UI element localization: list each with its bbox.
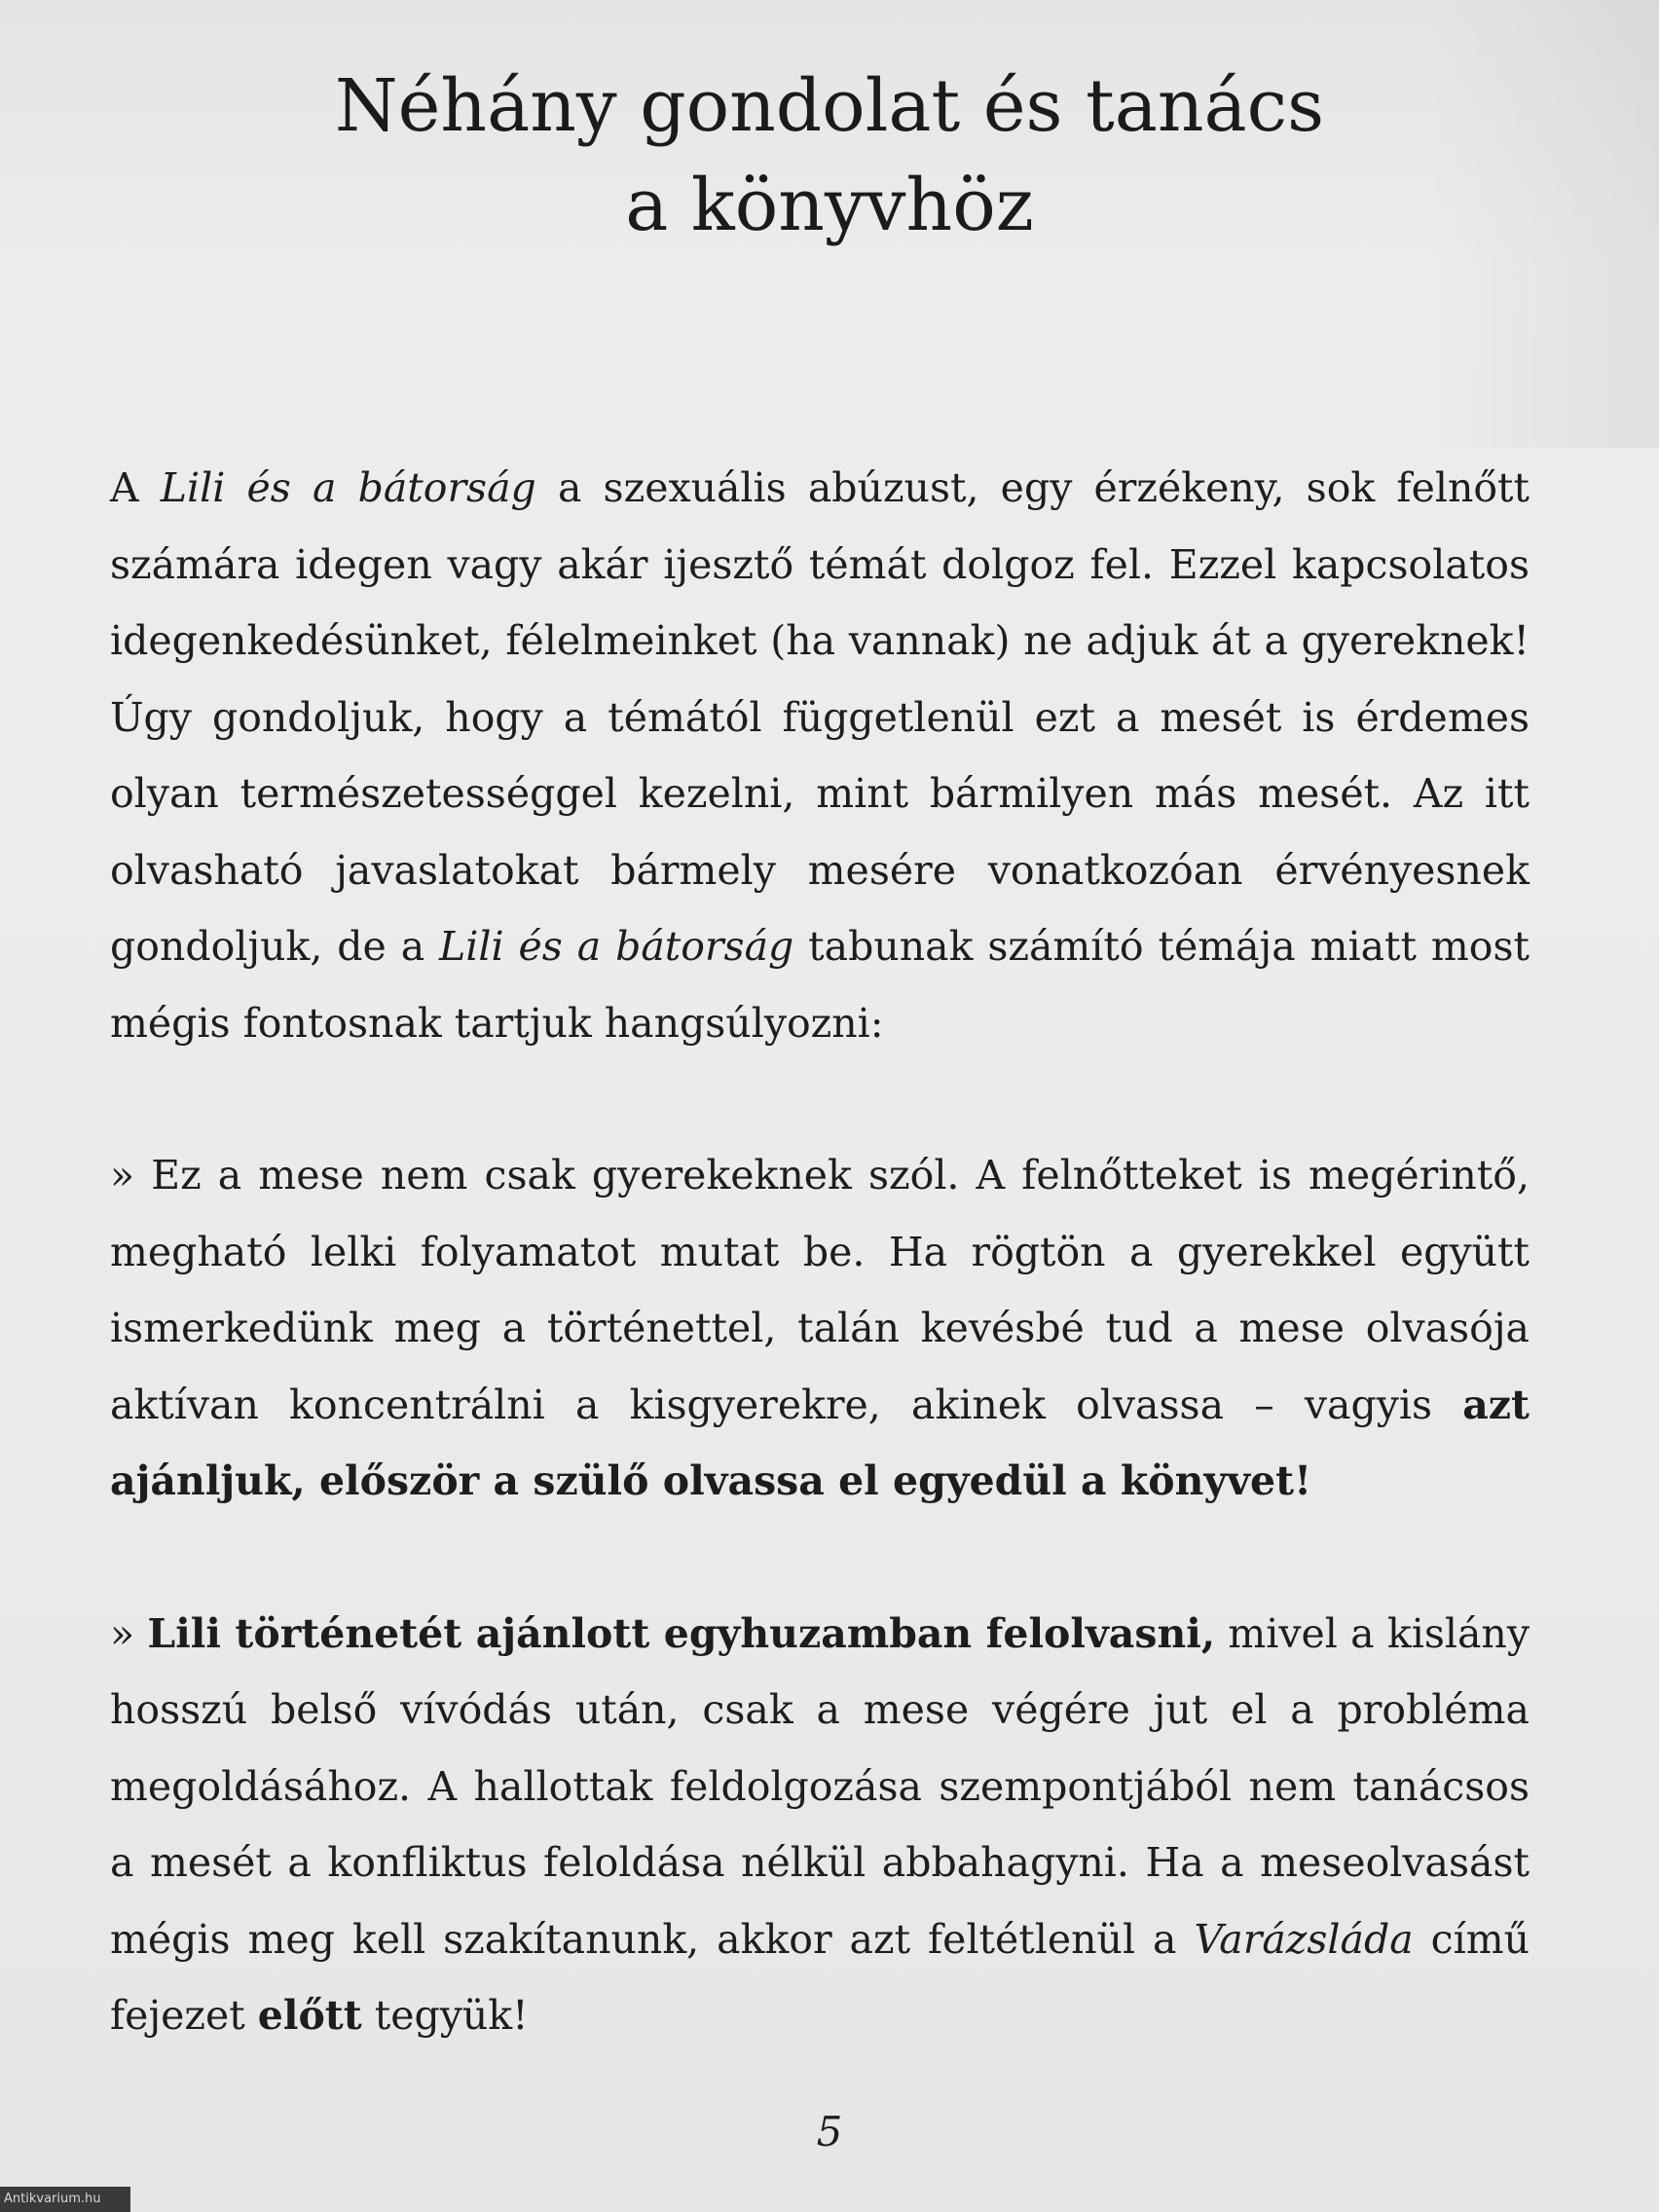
- page-number: 5: [816, 2108, 843, 2156]
- text-run: tegyük!: [361, 1992, 529, 2039]
- bold-emphasis: előtt: [257, 1992, 362, 2039]
- text-run: című fejezet: [110, 1915, 1530, 2039]
- watermark: Antikvarium.hu: [0, 2187, 130, 2212]
- text-run: tabunak számító témája miatt most mégis fontosnak tartjuk hangsúlyozni:: [110, 923, 1530, 1047]
- body-text: [110, 450, 1530, 2054]
- bold-recommendation: Lili történetét ajánlott egyhuzamban felolvasni,: [147, 1609, 1216, 1657]
- paragraph-advice-1: [110, 1137, 1530, 1520]
- bold-recommendation: azt ajánljuk, először a szülő olvassa el egyedül a könyvet!: [110, 1381, 1530, 1504]
- text-run: A: [110, 464, 161, 511]
- text-run: »: [110, 1609, 148, 1657]
- paragraph-advice-2: [110, 1596, 1530, 2054]
- text-run: a szexuális abúzust, egy érzékeny, sok felnőtt számára idegen vagy akár ijesztő témát dolgoz fel. Ezzel kapcsolatos idegenkedésünket, félelmeinket (ha vannak) ne adjuk át a gyereknek! Úgy gondoljuk, hogy a témától függetlenül ezt a mesét is érdemes olyan természetességgel kezelni, mint bármilyen más mesét. Az itt olvasható javaslatokat bármely mesére vonatkozóan érvényesnek gondoljuk, de a: [110, 464, 1530, 970]
- paragraph-intro: [110, 450, 1530, 1061]
- page-title-line-2: a könyvhöz: [625, 164, 1034, 247]
- text-run: mivel a kislány hosszú belső vívódás után, csak a mese végére jut el a probléma megoldásához. A hallottak feldolgozása szempontjából nem tanácsos a mesét a konfliktus feloldása nélkül abbahagyni. Ha a meseolvasást mégis meg kell szakítanunk, akkor azt feltétlenül a: [110, 1609, 1530, 1963]
- text-run: » Ez a mese nem csak gyerekeknek szól. A felnőtteket is megérintő, megható lelki folyamatot mutat be. Ha rögtön a gyerekkel együtt ismerkedünk meg a történettel, talán kevésbé tud a mese olvasója aktívan koncentrálni a kisgyerekre, akinek olvassa – vagyis: [110, 1152, 1530, 1428]
- book-title-italic: Lili és a bátorság: [439, 923, 794, 970]
- book-title-italic: Lili és a bátorság: [160, 464, 536, 511]
- page-title-line-1: Néhány gondolat és tanács: [334, 64, 1325, 148]
- page-title: [0, 56, 1659, 255]
- chapter-title-italic: Varázsláda: [1194, 1915, 1414, 1963]
